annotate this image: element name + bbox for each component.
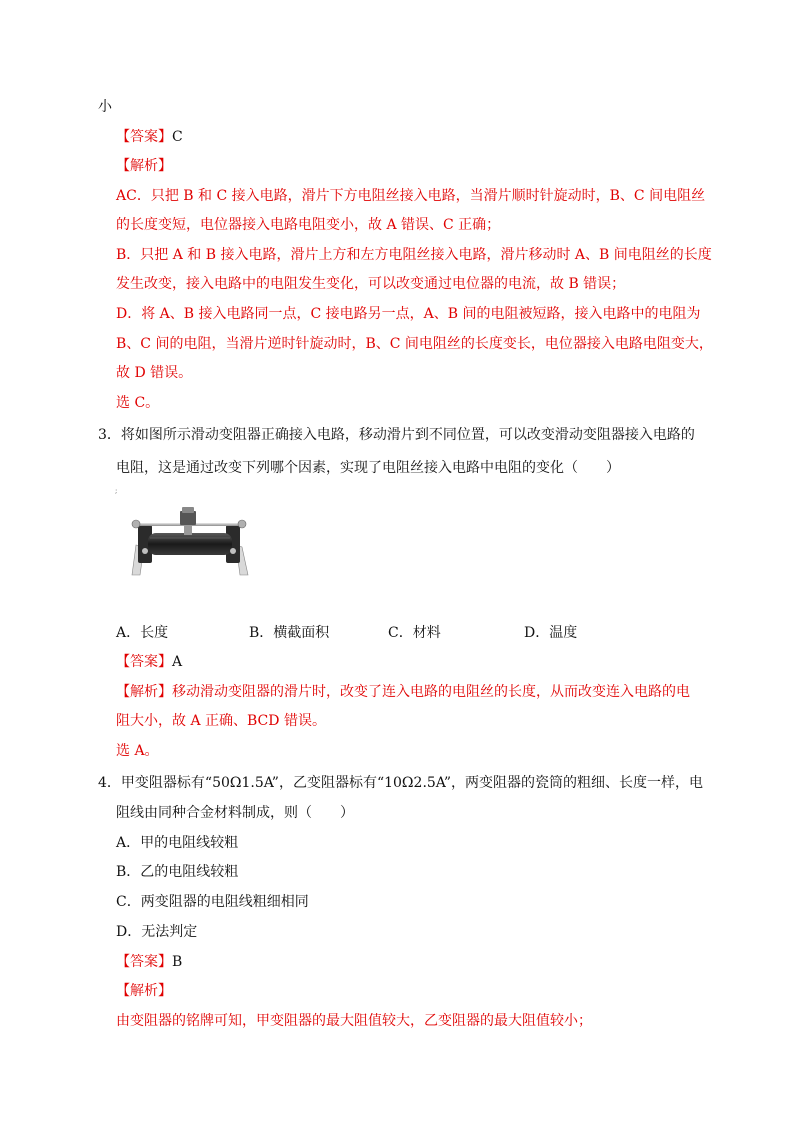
q3-analysis <box>116 682 690 702</box>
prev-analysis-line: B、C 间的电阻，当滑片逆时针旋动时，B、C 间电阻丝的长度变长，电位器接入电路电阻变大， <box>116 336 713 352</box>
q4-answer <box>116 952 182 972</box>
prev-analysis-line: 故 D 错误。 <box>116 365 193 381</box>
answer-value: C <box>172 129 183 145</box>
q3-answer <box>116 652 182 672</box>
prev-analysis-label: 【解析】 <box>116 158 172 174</box>
q4-option: B．乙的电阻线较粗 <box>116 864 239 880</box>
prev-analysis-line: D．将 A、B 接入电路同一点，C 接电路另一点，A、B 间的电阻被短路，接入电路中的电阻为 <box>116 306 701 322</box>
analysis-label: 【解析】 <box>116 684 172 700</box>
q3-option: D．温度 <box>524 625 578 641</box>
q3-option: B．横截面积 <box>249 625 330 641</box>
q3-tiny-mark: ; <box>115 487 118 495</box>
q4-analysis-line: 由变阻器的铭牌可知，甲变阻器的最大阻值较大，乙变阻器的最大阻值较小； <box>116 1013 592 1029</box>
q4-stem-line: 阻线由同种合金材料制成，则（ ） <box>116 805 354 821</box>
answer-value: A <box>172 654 183 670</box>
q4-analysis-label: 【解析】 <box>116 983 172 999</box>
answer-label: 【答案】 <box>116 654 172 670</box>
q4-stem-line: 4．甲变阻器标有“50Ω1.5A”，乙变阻器标有“10Ω2.5A”，两变阻器的瓷筒的粗细、长度一样，电 <box>98 775 704 791</box>
prev-tail: 小 <box>98 99 112 115</box>
q4-option: A．甲的电阻线较粗 <box>116 835 239 851</box>
prev-analysis-line: B．只把 A 和 B 接入电路，滑片上方和左方电阻丝接入电路，滑片移动时 A、B 间电阻丝的长度 <box>116 247 712 263</box>
prev-analysis-line: 发生改变，接入电路中的电阻发生变化，可以改变通过电位器的电流，故 B 错误； <box>116 276 626 292</box>
q3-option: C．材料 <box>388 625 441 641</box>
q4-option: C．两变阻器的电阻线粗细相同 <box>116 894 309 910</box>
q3-stem-line: 电阻，这是通过改变下列哪个因素，实现了电阻丝接入电路中电阻的变化（ ） <box>116 460 620 476</box>
analysis-line: 移动滑动变阻器的滑片时，改变了连入电路的电阻丝的长度，从而改变连入电路的电 <box>172 684 690 700</box>
prev-analysis-line: 的长度变短，电位器接入电路电阻变小，故 A 错误、C 正确； <box>116 217 501 233</box>
sliding-rheostat-image <box>128 505 250 577</box>
q3-choose: 选 A。 <box>116 743 159 759</box>
answer-label: 【答案】 <box>116 129 172 145</box>
q3-option: A．长度 <box>116 625 169 641</box>
q4-option: D．无法判定 <box>116 924 198 940</box>
q3-analysis-line: 阻大小，故 A 正确、BCD 错误。 <box>116 713 326 729</box>
q3-stem-line: 3．将如图所示滑动变阻器正确接入电路，移动滑片到不同位置，可以改变滑动变阻器接入电路的 <box>98 427 695 443</box>
prev-answer <box>116 127 183 147</box>
answer-label: 【答案】 <box>116 954 172 970</box>
prev-choose: 选 C。 <box>116 395 160 411</box>
answer-value: B <box>172 954 183 970</box>
prev-analysis-line: AC．只把 B 和 C 接入电路，滑片下方电阻丝接入电路，当滑片顺时针旋动时，B、C 间电阻丝 <box>116 188 706 204</box>
